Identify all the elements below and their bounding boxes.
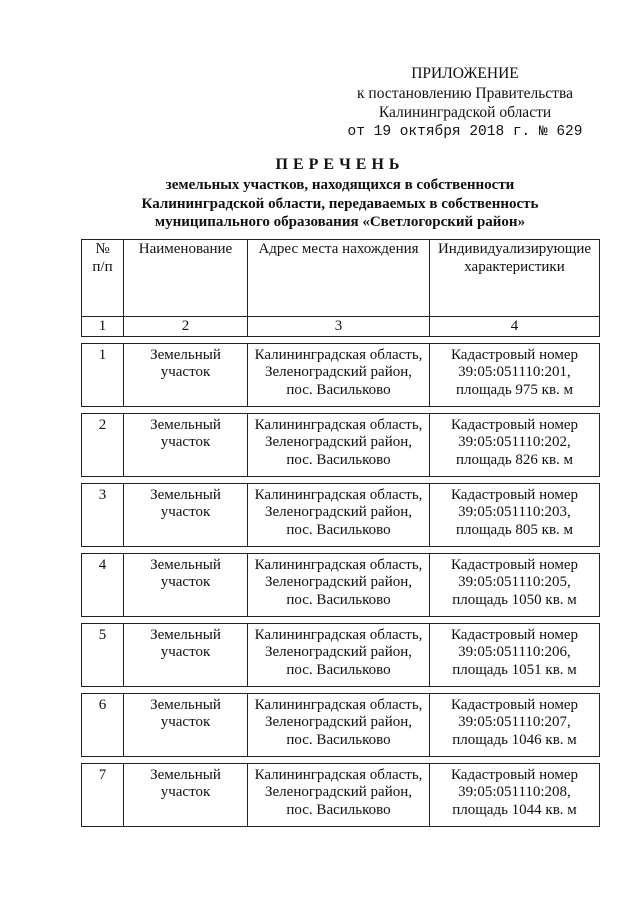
- row-spacer-cell: [82, 406, 600, 413]
- table-row: [82, 763, 600, 826]
- row-number: 3: [82, 483, 124, 546]
- row-name: Земельный участок: [124, 483, 248, 546]
- column-number: 2: [124, 317, 248, 337]
- table-row: [82, 483, 600, 546]
- row-name: Земельный участок: [124, 553, 248, 616]
- row-address: Калининградская область, Зеленоградский район, пос. Васильково: [248, 553, 430, 616]
- row-spacer-cell: [82, 336, 600, 343]
- appendix-date-number: от 19 октября 2018 г. № 629: [347, 123, 583, 140]
- header-name: Наименование: [124, 240, 248, 317]
- column-number: 4: [430, 317, 600, 337]
- row-address: Калининградская область, Зеленоградский район, пос. Васильково: [248, 763, 430, 826]
- row-address: Калининградская область, Зеленоградский район, пос. Васильково: [248, 623, 430, 686]
- row-characteristics: Кадастровый номер 39:05:051110:201, площадь 975 кв. м: [430, 343, 600, 406]
- row-spacer: [82, 686, 600, 693]
- row-spacer: [82, 406, 600, 413]
- row-spacer: [82, 756, 600, 763]
- row-address: Калининградская область, Зеленоградский район, пос. Васильково: [248, 413, 430, 476]
- row-spacer: [82, 546, 600, 553]
- header-number: № п/п: [82, 240, 124, 317]
- list-title: ПЕРЕЧЕНЬ: [275, 156, 405, 173]
- row-spacer-cell: [82, 616, 600, 623]
- row-spacer: [82, 336, 600, 343]
- column-number: 1: [82, 317, 124, 337]
- row-characteristics: Кадастровый номер 39:05:051110:205, площадь 1050 кв. м: [430, 553, 600, 616]
- header-characteristics: Индивидуализирующие характеристики: [430, 240, 600, 317]
- row-spacer-cell: [82, 756, 600, 763]
- row-name: Земельный участок: [124, 623, 248, 686]
- row-name: Земельный участок: [124, 413, 248, 476]
- appendix-block: [330, 64, 600, 142]
- table-header-row: [82, 240, 600, 317]
- header-address: Адрес места нахождения: [248, 240, 430, 317]
- row-spacer: [82, 476, 600, 483]
- row-name: Земельный участок: [124, 343, 248, 406]
- row-number: 6: [82, 693, 124, 756]
- row-number: 1: [82, 343, 124, 406]
- row-characteristics: Кадастровый номер 39:05:051110:203, площадь 805 кв. м: [430, 483, 600, 546]
- table-row: [82, 623, 600, 686]
- row-spacer: [82, 616, 600, 623]
- row-spacer-cell: [82, 476, 600, 483]
- row-characteristics: Кадастровый номер 39:05:051110:206, площадь 1051 кв. м: [430, 623, 600, 686]
- list-heading: [80, 154, 600, 232]
- row-characteristics: Кадастровый номер 39:05:051110:207, площадь 1046 кв. м: [430, 693, 600, 756]
- list-subtitle-2: Калининградской области, передаваемых в собственность: [141, 195, 539, 212]
- row-address: Калининградская область, Зеленоградский район, пос. Васильково: [248, 483, 430, 546]
- appendix-line-resolution: к постановлению Правительства: [357, 84, 573, 102]
- row-characteristics: Кадастровый номер 39:05:051110:208, площадь 1044 кв. м: [430, 763, 600, 826]
- table-row: [82, 413, 600, 476]
- row-spacer-cell: [82, 686, 600, 693]
- row-number: 7: [82, 763, 124, 826]
- appendix-line-region: Калининградской области: [378, 104, 552, 121]
- list-subtitle-3: муниципального образования «Светлогорский район»: [154, 214, 526, 230]
- row-address: Калининградская область, Зеленоградский район, пос. Васильково: [248, 693, 430, 756]
- list-subtitle-1: земельных участков, находящихся в собственности: [165, 177, 515, 193]
- appendix-title: ПРИЛОЖЕНИЕ: [411, 65, 519, 82]
- row-number: 2: [82, 413, 124, 476]
- land-plots-table: [81, 239, 600, 827]
- column-numbers-row: [82, 317, 600, 337]
- row-spacer-cell: [82, 546, 600, 553]
- row-name: Земельный участок: [124, 763, 248, 826]
- table-body: [82, 336, 600, 826]
- row-number: 4: [82, 553, 124, 616]
- table-row: [82, 343, 600, 406]
- row-address: Калининградская область, Зеленоградский район, пос. Васильково: [248, 343, 430, 406]
- row-name: Земельный участок: [124, 693, 248, 756]
- row-characteristics: Кадастровый номер 39:05:051110:202, площадь 826 кв. м: [430, 413, 600, 476]
- row-number: 5: [82, 623, 124, 686]
- table-row: [82, 553, 600, 616]
- table-row: [82, 693, 600, 756]
- column-number: 3: [248, 317, 430, 337]
